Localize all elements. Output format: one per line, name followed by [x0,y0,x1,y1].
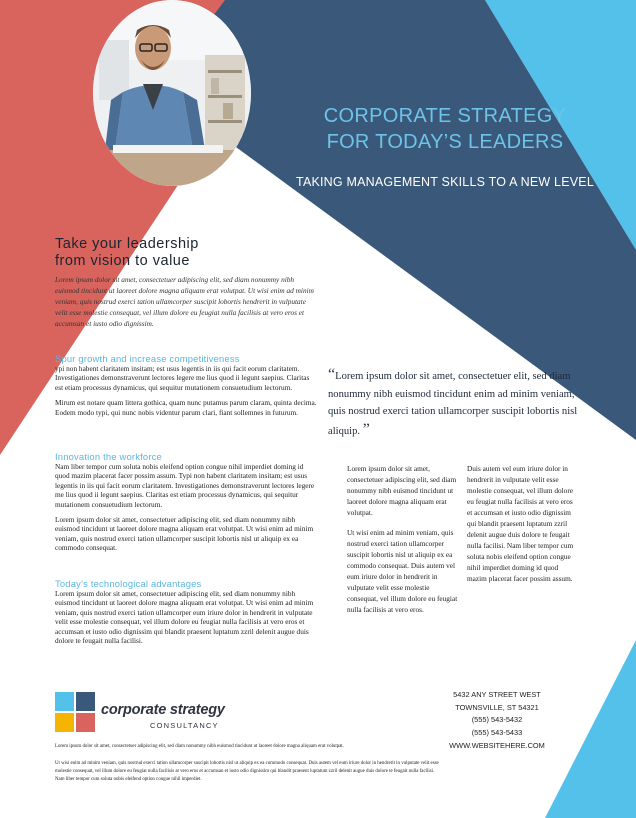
quote-close-mark: ” [362,420,370,438]
main-headline [280,103,610,155]
lead-heading [55,236,315,270]
column-paragraph: Lorem ipsum dolor sit amet, consectetuer adipiscing elit, sed diam nonummy nibh euismod tincidunt ut laoreet dolore magna aliquam erat volutpat. [347,464,457,517]
logo-subtitle: CONSULTANCY [150,721,219,730]
contact-phone-2: (555) 543-5433 [471,728,523,738]
quote-open-mark: “ [328,366,336,383]
fine-print-line-1: Lorem ipsum dolor sit amet, consectetuer adipiscing elit, sed diam nonummy nibh euismod tincidunt ut laoreet dolore magna aliquam erat volutpat. [55,744,344,749]
contact-street: 5432 ANY STREET WEST [453,690,541,699]
section-innovation [55,451,317,559]
section-paragraph: Mirum est notare quam littera gothica, quam nunc putamus parum claram, quinta decima. Eodem modo typi, qui nunc nobis videntur parum clari, fiant sollemnes in futurum. [55,398,317,417]
person-photo-illustration [93,0,251,186]
section-paragraph: Lorem ipsum dolor sit amet, consectetuer adipiscing elit, sed diam nonummy nibh euismod tincidunt ut laoreet dolore magna aliquam erat volutpat. Ut wisi enim ad minim veniam, quis nostrud exerci tation ullamcorper eum iriure dolor in hendrerit in vulputate velit esse molestie consequat, vel illum dolore eu feugiat nulla facilisis at vero eros et accumsan et iusto odio dignissim qui blandit praesent luptatum zzril delenit augue duis dolore te feugait nulla facilisi. [55,589,314,646]
section-heading: Spur growth and increase competitiveness [55,353,240,364]
lead-heading-line-1: Take your leadership [55,236,199,252]
section-technological-advantages [55,578,317,651]
fine-print-line-2: Ut wisi enim ad minim veniam, quis nostrud exerci tation ullamcorper suscipit lobortis nisl ut aliquip ex ea commodo consequat. Duis autem vel eum iriure dolor in hendrerit in vulputate velit esse molestie consequat, vel illum dolore eu feugiat nulla facilisis at vero eros et accumsan et iusto odio dignissim qui blandit praesent luptatum zzril delenit augue duis dolore te feugait nulla facilisi. Nam liber tempor cum soluta nobis eleifend option congue nihil imperdiet. [55,761,439,782]
contact-block [430,689,564,753]
contact-website[interactable]: WWW.WEBSITEHERE.COM [449,740,545,750]
body-column-left [347,463,459,624]
lead-intro-text: Lorem ipsum dolor sit amet, consectetuer adipiscing elit, sed diam nonummy nibh euismod tincidunt ut laoreet dolore magna aliquam erat volutpat. Ut wisi enim ad minim veniam, quis nostrud exerci tation ullamcorper suscipit lobortis hendrerit in vulputate velit esse molestie consequat, vel illum dolore eu feugiat nulla facilisis at vero eros et accumsan et iusto odio dignissim. [55,275,314,329]
section-heading: Innovation the workforce [55,451,162,462]
headline-line-1: CORPORATE STRATEGY [323,105,567,127]
pull-quote [328,366,590,440]
section-heading: Today’s technological advantages [55,578,202,589]
body-column-right [467,463,579,593]
logo-name: corporate strategy [101,702,225,718]
contact-phone-1: (555) 543-5432 [471,715,523,725]
quote-text: Lorem ipsum dolor sit amet, consectetuer elit, sed diam nonummy nibh euismod tincidunt enim ad minim veniam, quis nostrud exerci tation ullamcorper suscipit lobortis nisl aliquip. [328,371,578,437]
section-spur-growth [55,353,317,423]
headline-line-2: FOR TODAY’S LEADERS [326,131,564,153]
column-paragraph: Ut wisi enim ad minim veniam, quis nostrud exerci tation ullamcorper suscipit lobortis nisl ut aliquip ex ea commodo consequat. Duis autem vel eum iriure dolor in hendrerit in vulputate velit esse molestie consequat, vel illum dolore eu feugiat nulla facilisis at vero eros. [347,528,458,614]
leader-photo [93,0,251,186]
tagline: TAKING MANAGEMENT SKILLS TO A NEW LEVEL [296,175,594,189]
column-paragraph: Duis autem vel eum iriure dolor in hendrerit in vulputate velit esse molestie consequat, vel illum dolore eu feugiat nulla facilisis at vero eros et accumsan et iusto odio dignissim qui blandit praesent luptatum zzril delenit augue duis dolore te feugait nulla facilisi. Nam liber tempor cum soluta nobis eleifend option congue nihil imperdiet doming id quod mazim placerat facer possim assum. [467,464,574,583]
logo-squares-icon [55,692,95,732]
section-paragraph: Lorem ipsum dolor sit amet, consectetuer adipiscing elit, sed diam nonummy nibh euismod tincidunt ut laoreet dolore magna aliquam erat volutpat. Ut wisi enim ad minim veniam, quis nostrud exerci tation ullamcorper suscipit lobortis nisl ut aliquip ex ea commodo consequat. [55,515,314,553]
contact-city: TOWNSVILLE, ST 54321 [455,702,539,712]
section-paragraph: Nam liber tempor cum soluta nobis eleifend option congue nihil imperdiet doming id quod mazim placerat facer possim assum. Typi non habent claritatem insitam; est usus legentis in iis qui facit eorum claritatem. Investigationes demonstraverunt lectores legere me lius quod ii legunt saepius. Claritas est etiam processus dynamicus, qui sequitur mutationem consuetudium lectorum. [55,462,315,509]
section-paragraph: ypi non habent claritatem insitam; est usus legentis in iis qui facit eorum claritatem. Investigationes demonstraverunt lectores legere me lius quod ii legunt saepius. Claritas est etiam processus dynamicus, qui sequitur mutationem consuetudium lectorum. [55,364,310,392]
lead-heading-line-2: from vision to value [55,253,190,269]
